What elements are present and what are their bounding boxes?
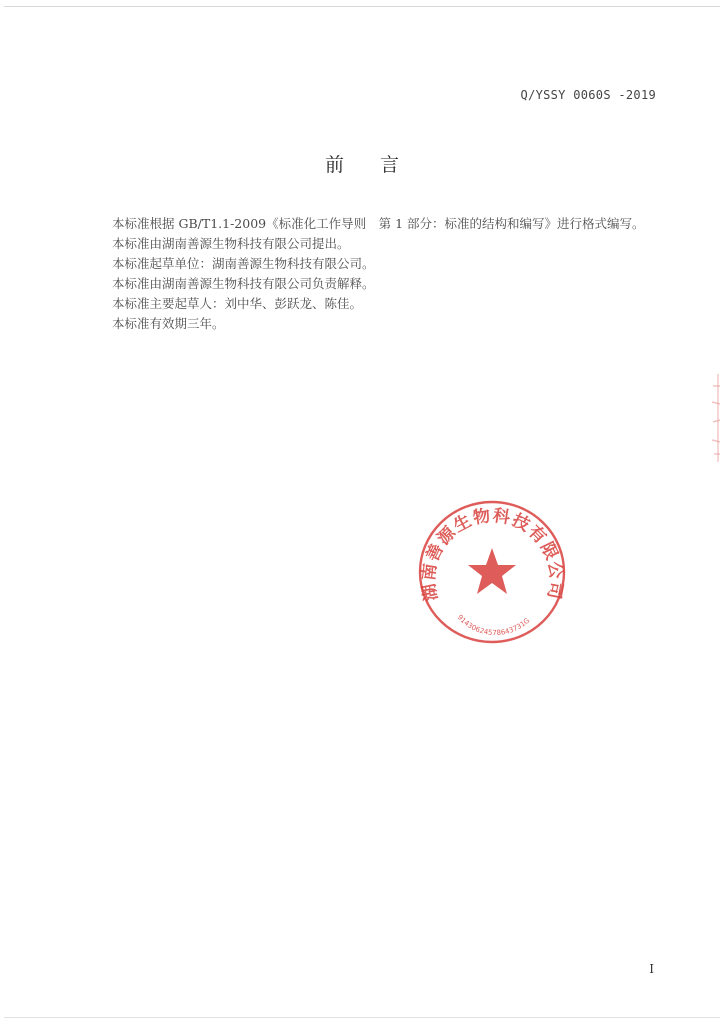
bottom-scan-edge [4,1017,720,1018]
seal-star-icon [468,548,516,594]
foreword-paragraph: 本标准由湖南善源生物科技有限公司负责解释。 [112,276,375,291]
standard-code: Q/YSSY 0060S -2019 [520,88,656,102]
foreword-paragraph: 本标准主要起草人：刘中华、彭跃龙、陈佳。 [112,296,363,311]
page-title: 前言 [324,154,435,176]
top-scan-edge [4,6,720,7]
foreword-paragraph: 本标准根据 GB/T1.1-2009《标准化工作导则 第 1 部分：标准的结构和编写》进行格式编写。 [112,216,645,231]
seal-registration-number: 91430624578643731G [455,613,532,638]
foreword-body [112,214,672,334]
edge-seal-fragment [704,372,722,464]
foreword-paragraph: 本标准有效期三年。 [112,316,225,331]
seal-company-name: 湖南善源生物科技有限公司 [418,505,567,603]
page-number: I [649,962,654,976]
company-seal-stamp [412,498,572,648]
foreword-paragraph: 本标准由湖南善源生物科技有限公司提出。 [112,236,350,251]
foreword-paragraph: 本标准起草单位：湖南善源生物科技有限公司。 [112,256,375,271]
